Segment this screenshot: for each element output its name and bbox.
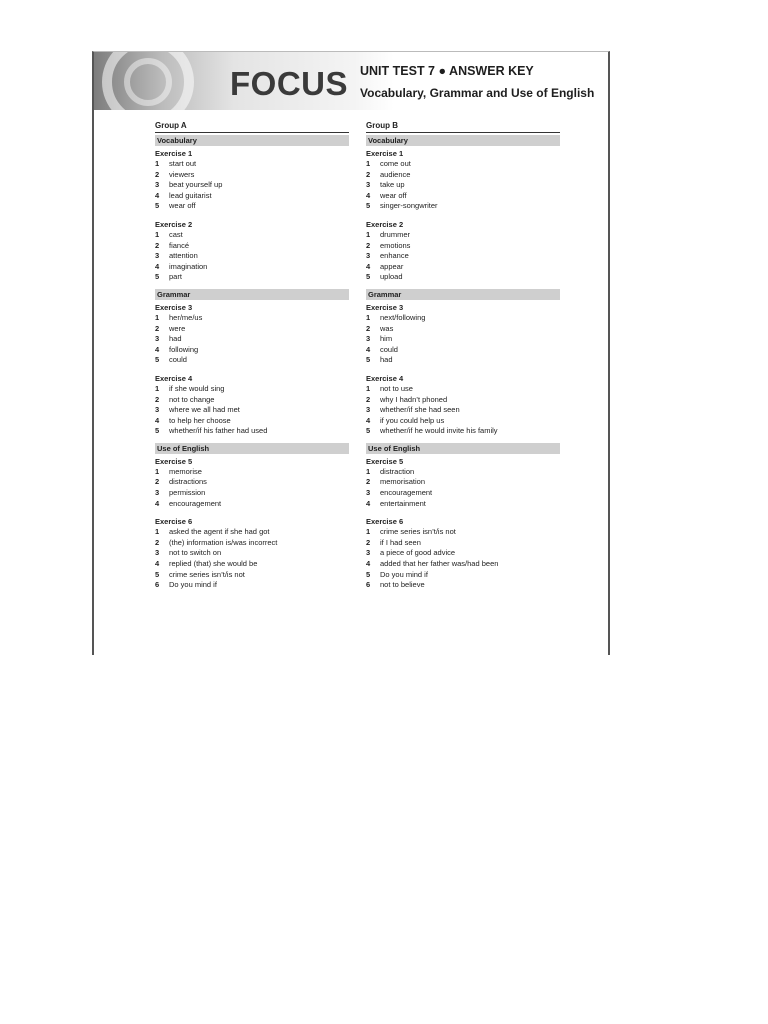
exercise-title: Exercise 2 [155,219,193,229]
answer-text: crime series isn’t/is not [169,569,245,579]
answer-item [155,201,349,212]
answer-text: audience [380,169,411,179]
answer-list [366,159,560,212]
answer-text: entertainment [380,498,426,508]
answer-text: attention [169,251,198,261]
answer-text: a piece of good advice [380,548,456,558]
answer-number: 6 [366,580,371,590]
answer-item [155,251,349,262]
answer-item [366,559,560,570]
exercise-title: Exercise 6 [155,517,193,527]
answer-item [155,527,349,538]
answer-number: 4 [155,559,160,569]
answer-number: 1 [155,159,160,168]
group-title: Group A [155,121,349,133]
section-grammar: Grammar [155,289,349,300]
exercise-title: Exercise 1 [155,149,193,158]
answer-item [155,324,349,335]
answer-number: 3 [155,488,160,498]
answer-item [366,405,560,416]
answer-number: 4 [155,344,160,354]
answer-text: not to believe [380,580,425,590]
answer-number: 2 [366,477,371,487]
answer-item [366,272,560,283]
answer-text: to help her choose [169,415,231,425]
answer-text: asked the agent if she had got [169,527,270,537]
answer-number: 3 [366,548,371,558]
answer-number: 3 [366,334,371,344]
answer-text: permission [169,488,206,498]
answer-number: 6 [155,580,160,590]
answer-item [155,313,349,324]
answer-text: could [380,344,398,354]
answer-number: 2 [366,537,371,547]
answer-number: 5 [366,569,371,579]
focus-logo: FOCUS [230,65,348,102]
answer-list [366,230,560,283]
answer-text: crime series isn’t/is not [380,527,456,537]
answer-number: 5 [366,355,371,365]
answer-number: 3 [155,548,160,558]
answer-text: Do you mind if [169,580,217,590]
answer-item [366,159,560,170]
answer-item [155,467,349,478]
answer-item [366,241,560,252]
answer-text: could [169,355,187,365]
answer-number: 1 [366,383,371,393]
answer-number: 4 [155,498,160,508]
answer-text: if I had seen [380,537,421,547]
exercise-title: Exercise 6 [366,517,404,527]
answer-text: wear off [169,201,196,211]
answer-item [155,559,349,570]
answer-item [155,334,349,345]
answer-text: following [169,344,199,354]
answer-text: (the) information is/was incorrect [169,537,278,547]
answer-item [366,548,560,559]
answer-item [155,580,349,591]
answer-number: 5 [366,272,371,282]
answer-text: beat yourself up [169,180,223,190]
answer-item [366,395,560,406]
answer-text: memorise [169,466,202,476]
answer-text: whether/if his father had used [169,426,268,436]
answer-key-page [92,51,610,655]
answer-item [366,180,560,191]
answer-item [155,230,349,241]
answer-number: 2 [366,394,371,404]
answer-item [366,230,560,241]
answer-list [366,467,560,509]
answer-item [366,334,560,345]
answer-number: 2 [366,169,371,179]
answer-item [366,477,560,488]
answer-item [155,570,349,581]
answer-item [155,538,349,549]
answer-text: added that her father was/had been [380,559,499,569]
answer-text: whether/if he would invite his family [380,426,498,436]
exercise-title: Exercise 4 [155,373,193,383]
answer-text: lead guitarist [169,190,212,200]
answer-text: encouragement [169,498,222,508]
answer-item [155,170,349,181]
page-header [94,52,608,110]
page-title: UNIT TEST 7 ● ANSWER KEY [360,64,534,78]
answer-text: upload [380,272,403,282]
answer-text: fiancé [169,240,190,250]
answer-text: where we all had met [169,405,240,415]
answer-text: memorisation [380,477,426,487]
answer-text: were [169,323,186,333]
answer-number: 2 [155,394,160,404]
exercise-title: Exercise 2 [366,219,404,229]
answer-text: singer-songwriter [380,201,438,211]
answer-number: 2 [366,323,371,333]
answer-text: was [380,323,394,333]
answer-number: 2 [155,169,160,179]
group-b-column [366,121,560,591]
answer-item [366,426,560,437]
answer-text: emotions [380,240,411,250]
answer-item [155,395,349,406]
answer-list [155,467,349,509]
exercise-title: Exercise 1 [366,149,404,158]
answer-text: imagination [169,261,208,271]
answer-number: 3 [155,251,160,261]
answer-number: 4 [366,344,371,354]
answer-text: replied (that) she would be [169,559,258,569]
answer-number: 1 [155,527,160,537]
answer-item [155,345,349,356]
answer-number: 5 [155,355,160,365]
answer-item [366,488,560,499]
section-use-of-english: Use of English [366,443,560,454]
answer-number: 5 [155,272,160,282]
answer-number: 2 [366,240,371,250]
answer-item [366,324,560,335]
answer-number: 4 [155,415,160,425]
answer-number: 3 [155,405,160,415]
answer-text: viewers [169,169,195,179]
answer-number: 3 [366,405,371,415]
answer-text: cast [169,229,183,239]
answer-list [366,527,560,591]
answer-item [366,499,560,510]
answer-item [366,355,560,366]
answer-number: 5 [366,426,371,436]
answer-text: whether/if she had seen [380,405,460,415]
answer-number: 5 [366,201,371,211]
answer-item [155,262,349,273]
answer-item [366,538,560,549]
answer-text: if she would sing [169,383,225,393]
answer-text: distractions [169,477,207,487]
exercise-title: Exercise 4 [366,373,404,383]
answer-text: drummer [380,229,411,239]
answer-number: 5 [155,201,160,211]
answer-number: 1 [366,159,371,168]
exercise-title: Exercise 3 [155,302,193,312]
focus-swirl-inner-graphic [124,58,172,106]
answer-number: 2 [155,323,160,333]
answer-item [155,488,349,499]
answer-number: 4 [366,415,371,425]
answer-number: 3 [366,488,371,498]
answer-item [366,416,560,427]
answer-number: 3 [366,251,371,261]
answer-number: 1 [366,527,371,537]
answer-number: 3 [155,334,160,344]
answer-text: not to switch on [169,548,222,558]
group-title: Group B [366,121,560,133]
answer-item [155,384,349,395]
answer-item [366,384,560,395]
answer-list [366,384,560,437]
answer-item [155,405,349,416]
answer-number: 1 [155,312,160,322]
answer-number: 3 [155,180,160,190]
answer-text: him [380,334,393,344]
answer-number: 3 [366,180,371,190]
answer-item [155,355,349,366]
answer-item [155,426,349,437]
answer-number: 5 [155,426,160,436]
answer-number: 1 [155,383,160,393]
answer-number: 1 [155,229,160,239]
answer-text: had [169,334,182,344]
answer-number: 1 [366,229,371,239]
exercise-title: Exercise 5 [155,456,193,466]
group-a-column [155,121,349,591]
answer-number: 4 [366,559,371,569]
answer-text: Do you mind if [380,569,428,579]
answer-item [366,345,560,356]
answer-list [366,313,560,366]
answer-number: 2 [155,537,160,547]
answer-list [155,230,349,283]
answer-text: distraction [380,466,415,476]
answer-list [155,527,349,591]
answer-text: not to use [380,383,413,393]
answer-text: start out [169,159,197,168]
answer-text: not to change [169,394,215,404]
answer-text: her/me/us [169,312,203,322]
answer-item [366,170,560,181]
answer-text: wear off [380,190,407,200]
answer-text: next/following [380,312,426,322]
answer-number: 1 [366,312,371,322]
answer-number: 4 [366,261,371,271]
answer-list [155,159,349,212]
section-vocabulary: Vocabulary [155,135,349,146]
answer-item [366,262,560,273]
answer-item [155,477,349,488]
answer-text: appear [380,261,404,271]
answer-text: enhance [380,251,409,261]
answer-number: 4 [155,190,160,200]
answer-item [155,241,349,252]
section-vocabulary: Vocabulary [366,135,560,146]
exercise-title: Exercise 5 [366,456,404,466]
answer-number: 4 [155,261,160,271]
section-use-of-english: Use of English [155,443,349,454]
answer-item [155,272,349,283]
answer-number: 4 [366,498,371,508]
exercise-title: Exercise 3 [366,302,404,312]
answer-number: 4 [366,190,371,200]
answer-list [155,313,349,366]
answer-item [155,548,349,559]
answer-item [366,527,560,538]
answer-text: come out [380,159,411,168]
answer-text: take up [380,180,405,190]
answer-item [366,251,560,262]
page-subtitle: Vocabulary, Grammar and Use of English [360,86,595,100]
answer-text: if you could help us [380,415,445,425]
answer-item [155,499,349,510]
section-grammar: Grammar [366,289,560,300]
answer-item [366,201,560,212]
answer-number: 1 [366,466,371,476]
answer-item [155,416,349,427]
answer-text: part [169,272,182,282]
answer-text: encouragement [380,488,433,498]
answer-number: 1 [155,466,160,476]
answer-item [366,580,560,591]
answer-number: 2 [155,477,160,487]
answer-item [155,180,349,191]
answer-text: had [380,355,393,365]
answer-item [155,191,349,202]
answer-item [366,570,560,581]
answer-item [366,467,560,478]
answer-text: why I hadn’t phoned [380,394,448,404]
answer-item [155,159,349,170]
answer-number: 5 [155,569,160,579]
answer-item [366,191,560,202]
answer-list [155,384,349,437]
answer-number: 2 [155,240,160,250]
answer-item [366,313,560,324]
